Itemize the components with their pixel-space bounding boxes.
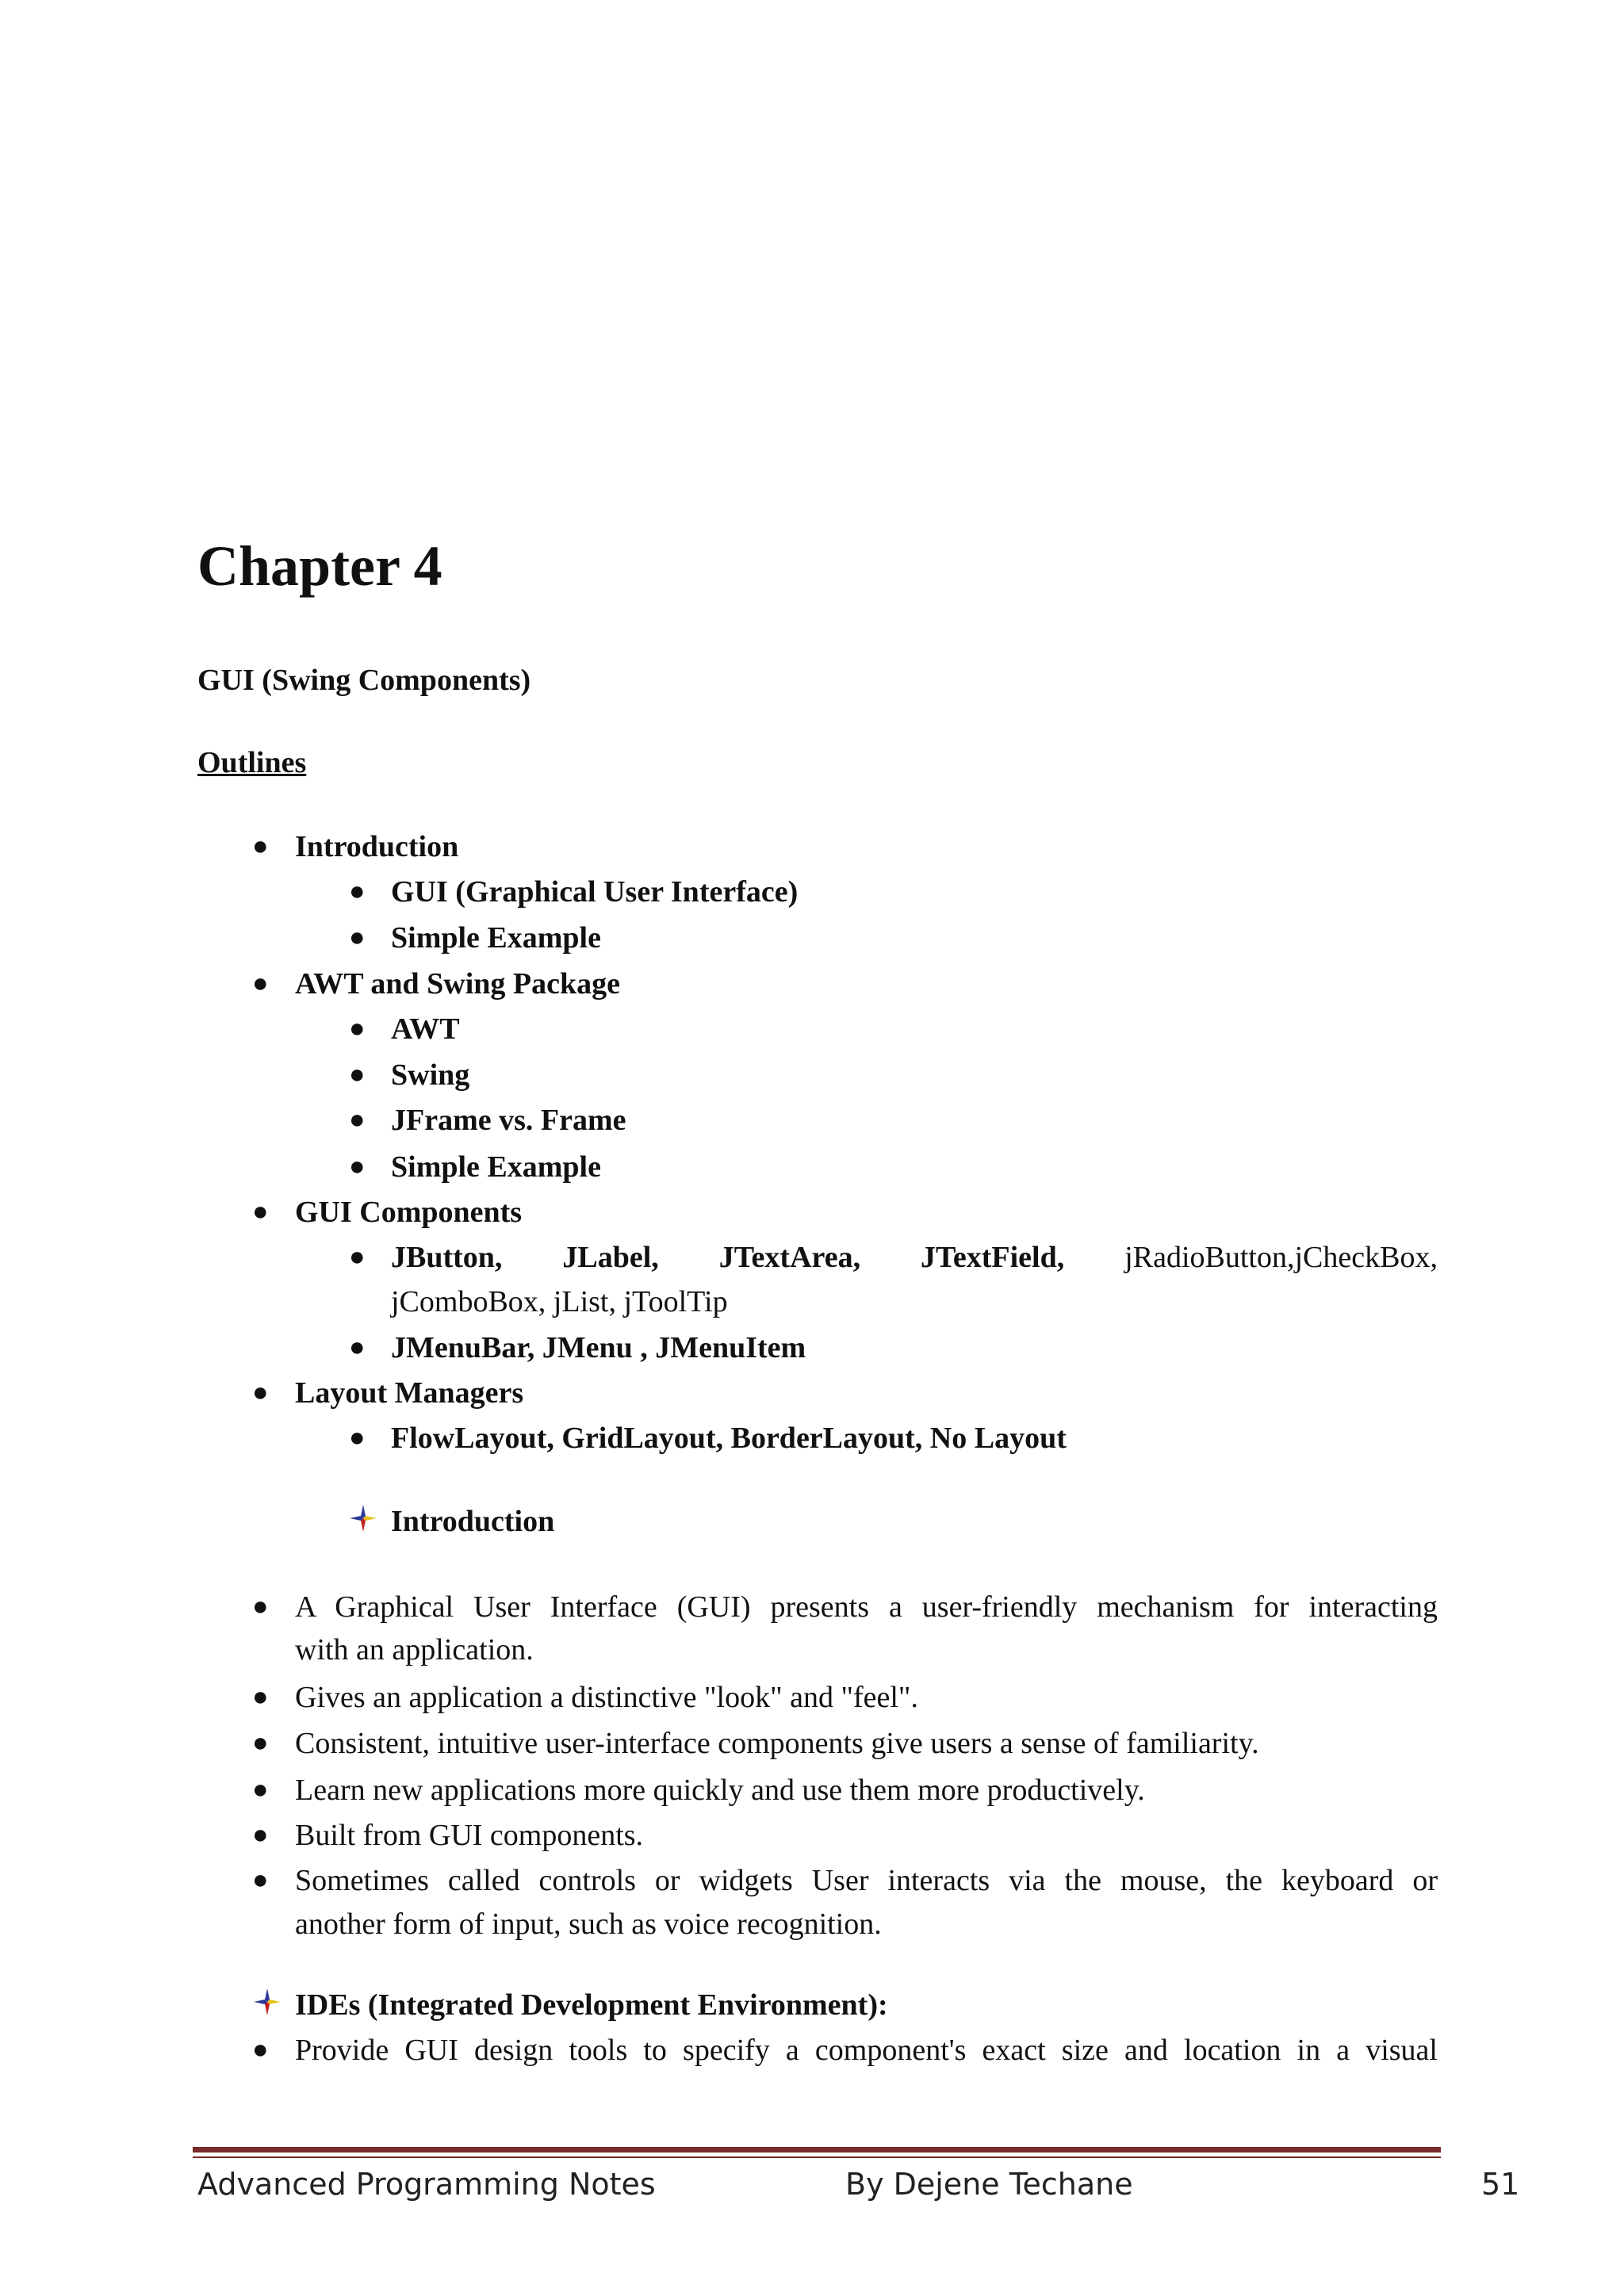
intro-bullet-6-line2: another form of input, such as voice recognition. [295, 1908, 882, 1941]
bullet-dot: ● [349, 877, 366, 906]
footer-rule-thin [193, 2156, 1441, 2158]
component-jbutton: JButton, [391, 1241, 503, 1274]
bullet-dot: ● [252, 969, 269, 998]
bullet-dot: ● [252, 1378, 269, 1407]
four-point-cross-icon [350, 1505, 377, 1532]
bullet-dot: ● [252, 1866, 269, 1895]
outline-item-layout-managers: Layout Managers [295, 1376, 524, 1410]
footer-rule [193, 2147, 1441, 2152]
bullet-dot: ● [252, 1197, 269, 1226]
bullet-dot: ● [252, 832, 269, 861]
outline-subitem-components-line1 [391, 1239, 1438, 1276]
outline-subitem-menu: JMenuBar, JMenu , JMenuItem [391, 1331, 806, 1364]
outline-subitem-simple-example-2: Simple Example [391, 1150, 601, 1184]
four-point-cross-icon [254, 1988, 281, 2015]
outline-item-awt-swing: AWT and Swing Package [295, 967, 621, 1001]
component-jtextfield: JTextField, [921, 1241, 1065, 1274]
intro-bullet-6-line1: Sometimes called controls or widgets User interacts via the mouse, the keyboard or [295, 1864, 1438, 1897]
intro-bullet-2: Gives an application a distinctive "look" and "feel". [295, 1681, 918, 1714]
bullet-dot: ● [349, 1333, 366, 1362]
intro-bullet-1-line2: with an application. [295, 1633, 534, 1667]
bullet-dot: ● [252, 1820, 269, 1850]
outline-subitem-gui: GUI (Graphical User Interface) [391, 875, 799, 909]
bullet-dot: ● [252, 1728, 269, 1758]
chapter-title: Chapter 4 [197, 534, 442, 598]
outline-subitem-jframe: JFrame vs. Frame [391, 1104, 626, 1137]
section-heading-introduction: Introduction [391, 1505, 555, 1538]
bullet-dot: ● [252, 2035, 269, 2064]
component-jtextarea: JTextArea, [718, 1241, 861, 1274]
intro-bullet-3: Consistent, intuitive user-interface components give users a sense of familiarity. [295, 1727, 1259, 1760]
component-radio-checkbox: jRadioButton,jCheckBox, [1124, 1241, 1438, 1274]
outline-subitem-components-line2: jComboBox, jList, jToolTip [391, 1285, 728, 1318]
section-heading-ides: IDEs (Integrated Development Environment): [295, 1988, 888, 2022]
intro-bullet-5: Built from GUI components. [295, 1819, 644, 1852]
chapter-subtitle: GUI (Swing Components) [197, 664, 531, 697]
bullet-dot: ● [349, 1242, 366, 1272]
footer-title: Advanced Programming Notes [197, 2167, 656, 2202]
outline-subitem-simple-example: Simple Example [391, 921, 601, 955]
bullet-dot: ● [349, 1105, 366, 1135]
component-jlabel: JLabel, [562, 1241, 659, 1274]
intro-bullet-4: Learn new applications more quickly and use them more productively. [295, 1774, 1145, 1807]
bullet-dot: ● [252, 1775, 269, 1804]
bullet-dot: ● [349, 1060, 366, 1089]
bullet-dot: ● [252, 1682, 269, 1712]
page-number: 51 [1481, 2167, 1520, 2202]
outline-item-introduction: Introduction [295, 830, 459, 863]
bullet-dot: ● [252, 1592, 269, 1621]
outline-item-gui-components: GUI Components [295, 1196, 523, 1229]
outline-subitem-swing: Swing [391, 1058, 470, 1092]
outlines-heading: Outlines [197, 746, 307, 779]
outline-subitem-layouts: FlowLayout, GridLayout, BorderLayout, No Layout [391, 1422, 1067, 1455]
intro-bullet-1-line1: A Graphical User Interface (GUI) presents a user-friendly mechanism for interacting [295, 1590, 1438, 1624]
ides-bullet-1: Provide GUI design tools to specify a component's exact size and location in a visual [295, 2034, 1438, 2067]
bullet-dot: ● [349, 1014, 366, 1043]
bullet-dot: ● [349, 1423, 366, 1452]
bullet-dot: ● [349, 1152, 366, 1181]
outline-subitem-awt: AWT [391, 1012, 460, 1046]
footer-author: By Dejene Techane [845, 2167, 1133, 2202]
bullet-dot: ● [349, 923, 366, 952]
